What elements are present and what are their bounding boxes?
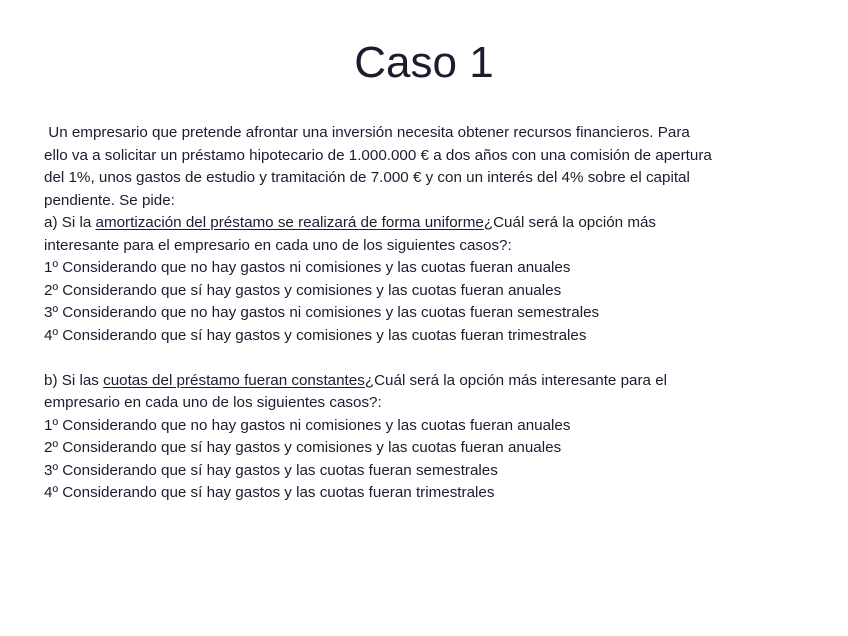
part-b-question [44, 370, 814, 393]
part-a-case-4: 4º Considerando que sí hay gastos y comisiones y las cuotas fueran trimestrales [44, 326, 587, 344]
part-b-case-1: 1º Considerando que no hay gastos ni comisiones y las cuotas fueran anuales [44, 416, 571, 434]
part-a-case-3: 3º Considerando que no hay gastos ni comisiones y las cuotas fueran semestrales [44, 304, 600, 321]
paragraph-gap [44, 347, 814, 370]
slide-title: Caso 1 [354, 38, 494, 87]
intro-line: ello va a solicitar un préstamo hipotecario de 1.000.000 € a dos años con una comisión de apertura [44, 146, 712, 164]
part-a-question-cont: interesante para el empresario en cada uno de los siguientes casos?: [44, 236, 512, 254]
part-a-case-1: 1º Considerando que no hay gastos ni comisiones y las cuotas fueran anuales [44, 259, 571, 276]
part-a-case-2: 2º Considerando que sí hay gastos y comisiones y las cuotas fueran anuales [44, 281, 562, 299]
part-a-question [44, 212, 814, 235]
part-b-case-4: 4º Considerando que sí hay gastos y las cuotas fueran trimestrales [44, 484, 495, 501]
part-b-case-2: 2º Considerando que sí hay gastos y comisiones y las cuotas fueran anuales [44, 439, 562, 456]
part-b-suffix: ¿Cuál será la opción más interesante para el [364, 371, 668, 389]
intro-line: del 1%, unos gastos de estudio y tramitación de 7.000 € y con un interés del 4% sobre el capital [44, 169, 690, 186]
part-b-case-3: 3º Considerando que sí hay gastos y las cuotas fueran semestrales [44, 461, 498, 479]
part-b-prefix: b) Si las [44, 371, 104, 389]
part-b-question-cont: empresario en cada uno de los siguientes casos?: [44, 394, 382, 411]
part-a-underlined: amortización del préstamo se realizará de forma uniforme [95, 214, 484, 231]
part-a-suffix: ¿Cuál será la opción más [483, 214, 657, 231]
intro-line: Un empresario que pretende afrontar una inversión necesita obtener recursos financieros. Para [44, 124, 690, 141]
part-a-prefix: a) Si la [44, 214, 96, 231]
part-b-underlined: cuotas del préstamo fueran constantes [103, 371, 365, 389]
intro-line: pendiente. Se pide: [44, 191, 175, 209]
slide-body [44, 122, 814, 505]
